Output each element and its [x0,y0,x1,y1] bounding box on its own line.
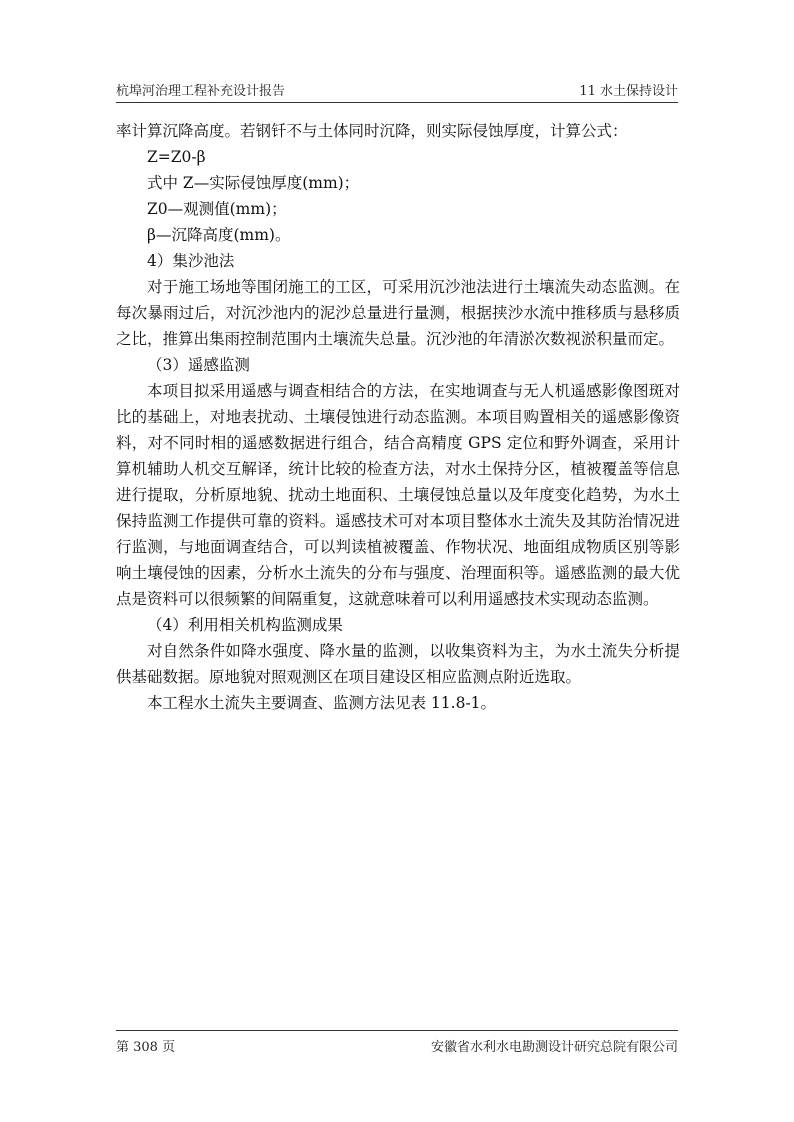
paragraph-remote-sensing: 本项目拟采用遥感与调查相结合的方法，在实地调查与无人机遥感影像图斑对比的基础上，对地表扰动、土壤侵蚀进行动态监测。本项目购置相关的遥感影像资料，对不同时相的遥感数据进行组合，结合高精度 GPS 定位和野外调查，采用计算机辅助人机交互解译，统计比较的检查方法，对水土保持分区，植被覆盖等信息进行提取，分析原地貌、扰动土地面积、土壤侵蚀总量以及年度变化趋势，为水土保持监测工作提供可靠的资料。遥感技术可对本项目整体水土流失及其防治情况进行监测，与地面调查结合，可以判读植被覆盖、作物状况、地面组成物质区别等影响土壤侵蚀的因素，分析水土流失的分布与强度、治理面积等。遥感监测的最大优点是资料可以很频繁的间隔重复，这就意味着可以利用遥感技术实现动态监测。 [116,382,680,608]
section-heading-institutions: （4）利用相关机构监测成果 [147,616,343,634]
section-heading-sand-pool: 4）集沙池法 [147,252,235,270]
section-heading-remote-sensing: （3）遥感监测 [147,356,250,374]
header-report-title: 杭埠河治理工程补充设计报告 [116,84,286,99]
formula-definition: 式中 Z—实际侵蚀厚度(mm)； [147,174,360,192]
paragraph-sand-pool: 对于施工场地等围闭施工的工区，可采用沉沙池法进行土壤流失动态监测。在每次暴雨过后，对沉沙池内的泥沙总量进行量测，根据挟沙水流中推移质与悬移质之比，推算出集雨控制范围内土壤流失总量。沉沙池的年清淤次数视淤积量而定。 [116,278,680,348]
header-rule [116,102,678,103]
footer-organization: 安徽省水利水电勘测设计研究总院有限公司 [430,1040,678,1055]
paragraph-table-reference: 本工程水土流失主要调查、监测方法见表 11.8-1。 [147,694,497,712]
formula: Z=Z0-β [147,148,206,166]
footer-rule [116,1030,678,1031]
formula-definition: Z0—观测值(mm)； [147,200,287,218]
header-chapter-title: 11 水土保持设计 [579,84,678,99]
paragraph-institutions: 对自然条件如降水强度、降水量的监测，以收集资料为主，为水土流失分析提供基础数据。原地貌对照观测区在项目建设区相应监测点附近选取。 [116,642,680,686]
page-number: 第 308 页 [116,1040,176,1055]
formula-definition: β—沉降高度(mm)。 [147,226,291,244]
page-header [116,80,678,100]
paragraph-continued: 率计算沉降高度。若钢钎不与土体同时沉降，则实际侵蚀厚度，计算公式： [116,122,628,140]
page-footer [116,1036,678,1056]
page-body [116,118,680,716]
